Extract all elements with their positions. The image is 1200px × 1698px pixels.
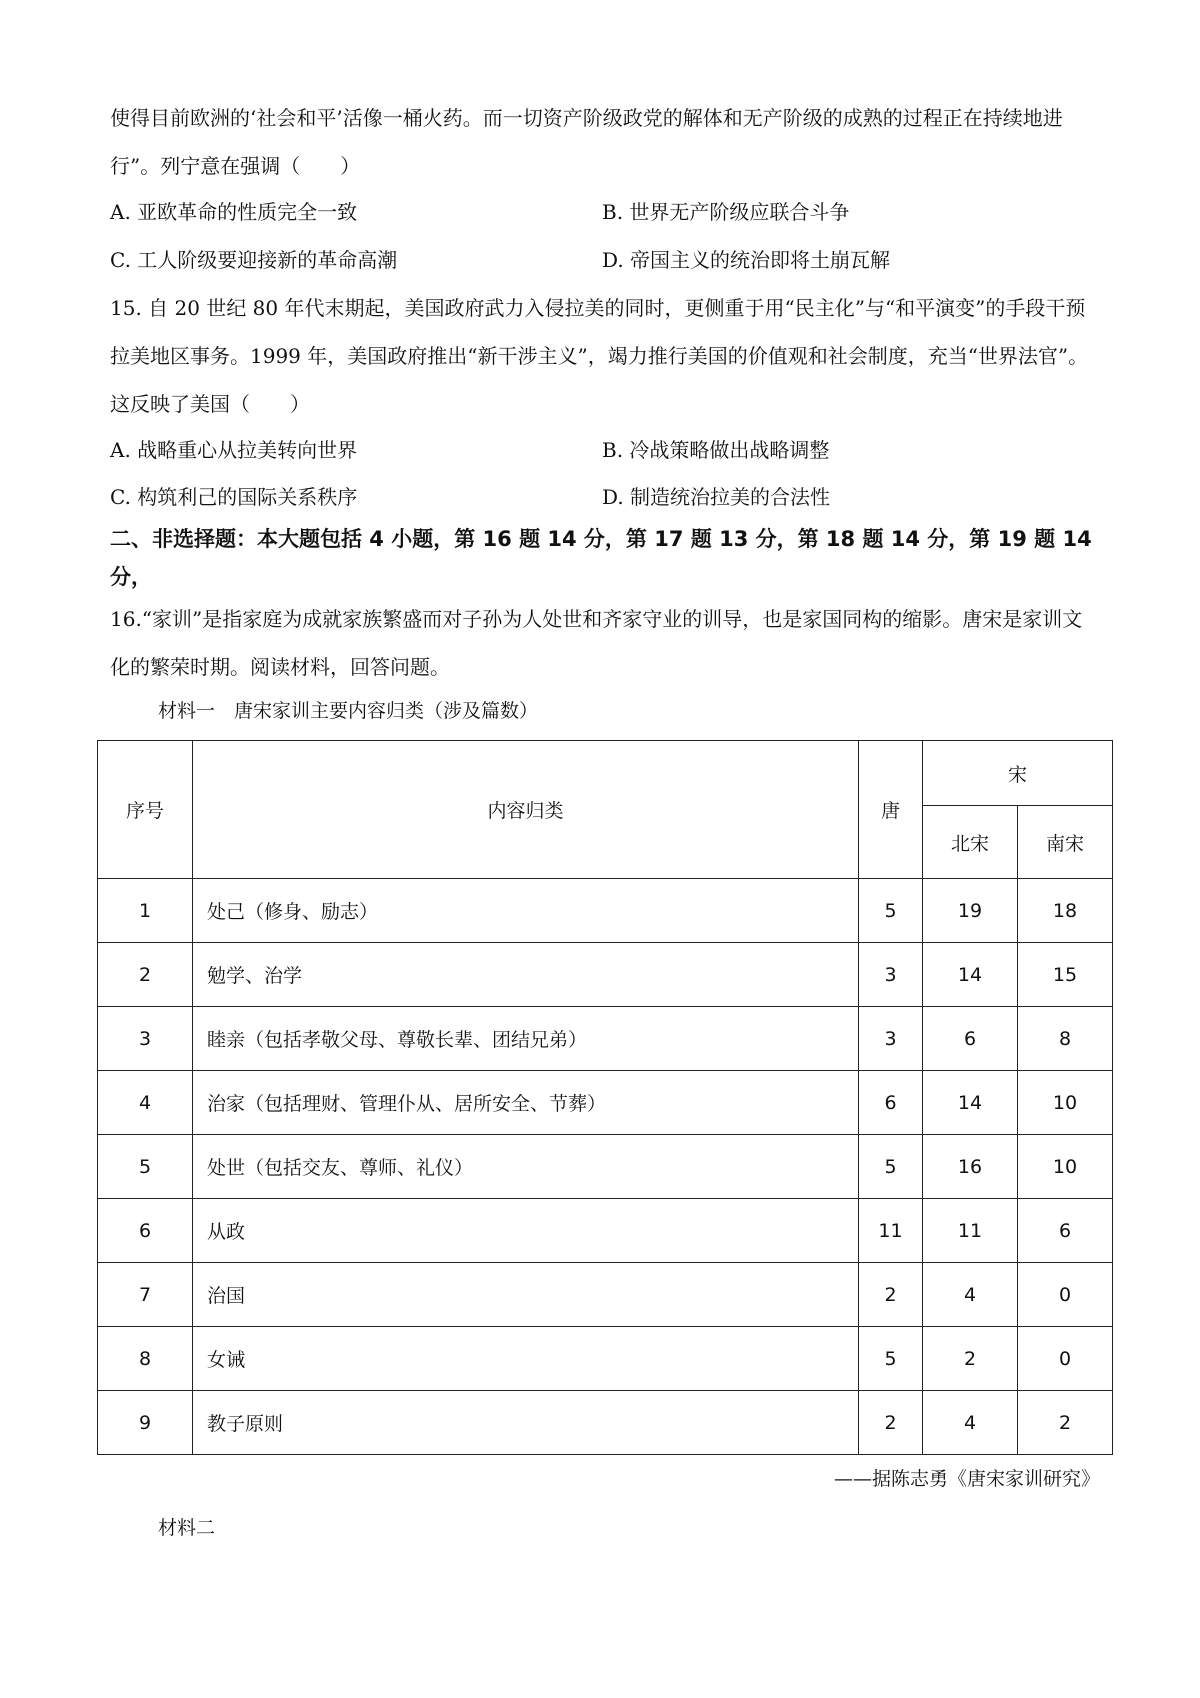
table-row [98,1199,1113,1263]
row-tang: 3 [859,1007,923,1071]
row-index: 6 [98,1199,193,1263]
row-north-song: 2 [923,1327,1018,1391]
row-index: 4 [98,1071,193,1135]
table-row [98,1135,1113,1199]
material-2-label: 材料二 [158,1517,216,1539]
header-song: 宋 [923,741,1113,806]
row-content: 女诫 [193,1327,859,1391]
row-north-song: 11 [923,1199,1018,1263]
row-index: 7 [98,1263,193,1327]
row-index: 5 [98,1135,193,1199]
table-source-citation: ——据陈志勇《唐宋家训研究》 [833,1468,1100,1490]
question-15-options-row-1 [110,430,1100,470]
table-row [98,1263,1113,1327]
q15-option-c[interactable]: C. 构筑利己的国际关系秩序 [110,485,358,509]
row-tang: 5 [859,1327,923,1391]
row-tang: 6 [859,1071,923,1135]
header-index: 序号 [98,741,193,879]
row-south-song: 10 [1018,1071,1113,1135]
row-index: 2 [98,943,193,1007]
row-south-song: 15 [1018,943,1113,1007]
question-16-stem: 16.“家训”是指家庭为成就家族繁盛而对子孙为人处世和齐家守业的训导，也是家国同构的缩影。唐宋是家训文化的繁荣时期。阅读材料，回答问题。 [110,607,1083,679]
row-south-song: 18 [1018,879,1113,943]
row-south-song: 8 [1018,1007,1113,1071]
q14-option-d[interactable]: D. 帝国主义的统治即将土崩瓦解 [602,248,891,272]
row-content: 治家（包括理财、管理仆从、居所安全、节葬） [193,1071,859,1135]
row-content: 处己（修身、励志） [193,879,859,943]
header-tang: 唐 [859,741,923,879]
row-tang: 11 [859,1199,923,1263]
row-south-song: 0 [1018,1263,1113,1327]
row-north-song: 19 [923,879,1018,943]
row-south-song: 2 [1018,1391,1113,1455]
row-content: 从政 [193,1199,859,1263]
q14-option-b[interactable]: B. 世界无产阶级应联合斗争 [602,200,850,224]
table-row [98,879,1113,943]
q15-option-b[interactable]: B. 冷战策略做出战略调整 [602,438,830,462]
row-index: 8 [98,1327,193,1391]
q15-option-d[interactable]: D. 制造统治拉美的合法性 [602,485,831,509]
row-index: 1 [98,879,193,943]
q14-option-c[interactable]: C. 工人阶级要迎接新的革命高潮 [110,248,398,272]
row-index: 3 [98,1007,193,1071]
row-content: 处世（包括交友、尊师、礼仪） [193,1135,859,1199]
question-14-options-row-1 [110,192,1100,232]
table-row [98,1391,1113,1455]
row-south-song: 10 [1018,1135,1113,1199]
material-1-caption: 材料一 唐宋家训主要内容归类（涉及篇数） [158,700,539,722]
header-content: 内容归类 [193,741,859,879]
row-north-song: 16 [923,1135,1018,1199]
row-content: 勉学、治学 [193,943,859,1007]
row-tang: 5 [859,879,923,943]
question-14-stem: 使得目前欧洲的‘社会和平’活像一桶火药。而一切资产阶级政党的解体和无产阶级的成熟的过程正在持续地进行”。列宁意在强调（ ） [110,106,1063,178]
row-tang: 2 [859,1263,923,1327]
row-tang: 3 [859,943,923,1007]
row-north-song: 14 [923,943,1018,1007]
table-row [98,1007,1113,1071]
question-15-options-row-2 [110,477,1100,517]
question-14-options-row-2 [110,240,1100,280]
q14-option-a[interactable]: A. 亚欧革命的性质完全一致 [110,200,358,224]
row-tang: 2 [859,1391,923,1455]
question-15-stem: 15. 自 20 世纪 80 年代末期起，美国政府武力入侵拉美的同时，更侧重于用“民主化”与“和平演变”的手段干预拉美地区事务。1999 年，美国政府推出“新干涉主义”，竭力推行美国的价值观和社会制度，充当“世界法官”。这反映了美国（ ） [110,296,1089,416]
row-content: 教子原则 [193,1391,859,1455]
row-content: 睦亲（包括孝敬父母、尊敬长辈、团结兄弟） [193,1007,859,1071]
row-north-song: 4 [923,1391,1018,1455]
header-north-song: 北宋 [923,806,1018,879]
table-row [98,943,1113,1007]
row-tang: 5 [859,1135,923,1199]
row-content: 治国 [193,1263,859,1327]
table-row [98,1071,1113,1135]
row-index: 9 [98,1391,193,1455]
row-north-song: 14 [923,1071,1018,1135]
row-north-song: 6 [923,1007,1018,1071]
row-north-song: 4 [923,1263,1018,1327]
header-south-song: 南宋 [1018,806,1113,879]
row-south-song: 6 [1018,1199,1113,1263]
q15-option-a[interactable]: A. 战略重心从拉美转向世界 [110,438,358,462]
row-south-song: 0 [1018,1327,1113,1391]
section-2-heading: 二、非选择题：本大题包括 4 小题，第 16 题 14 分，第 17 题 13 分，第 18 题 14 分，第 19 题 14 分， [110,527,1092,589]
table-row [98,1327,1113,1391]
family-instructions-table [97,740,1113,1455]
